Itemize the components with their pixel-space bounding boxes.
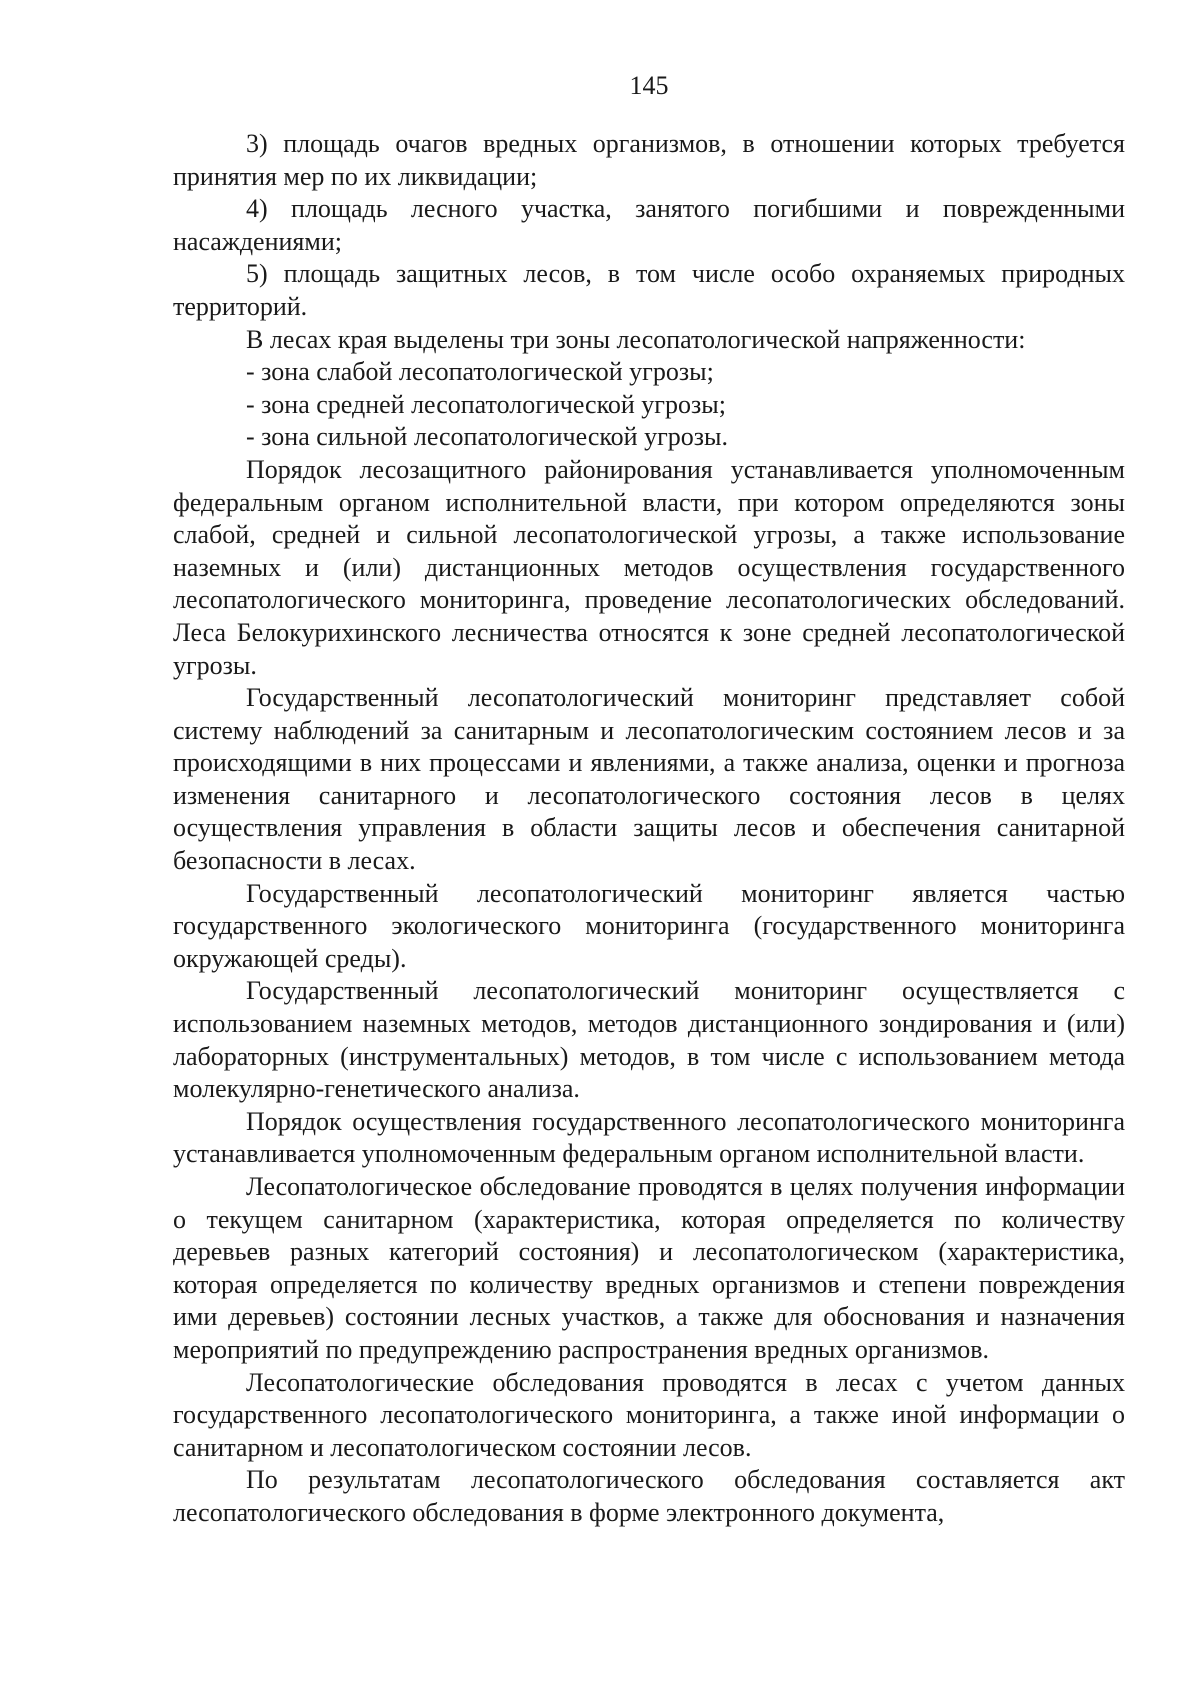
list-item-5: 5) площадь защитных лесов, в том числе особо охраняемых природных территорий. (173, 259, 1125, 321)
survey-act-paragraph: По результатам лесопатологического обследования составляется акт лесопатологического обследования в форме электронного документа, (173, 1465, 1125, 1527)
zoning-procedure-paragraph: Порядок лесозащитного районирования устанавливается уполномоченным федеральным органом исполнительной власти, при котором определяются зоны слабой, средней и сильной лесопатологической угрозы, а также использование наземных и (или) дистанционных методов осуществления государственного лесопатологического мониторинга, проведение лесопатологических обследований. Леса Белокурихинского лесничества относятся к зоне средней лесопатологической угрозы. (173, 454, 1125, 680)
zone-strong: - зона сильной лесопатологической угрозы. (246, 422, 728, 452)
list-item-3: 3) площадь очагов вредных организмов, в отношении которых требуется принятия мер по их ликвидации; (173, 129, 1125, 191)
survey-data-paragraph: Лесопатологические обследования проводятся в лесах с учетом данных государственного лесопатологического мониторинга, а также иной информации о санитарном и лесопатологическом состоянии лесов. (173, 1367, 1125, 1462)
page-number: 145 (629, 71, 669, 100)
zone-medium: - зона средней лесопатологической угрозы; (246, 389, 726, 419)
list-item-4: 4) площадь лесного участка, занятого погибшими и поврежденными насаждениями; (173, 194, 1125, 256)
monitoring-procedure-paragraph: Порядок осуществления государственного лесопатологического мониторинга устанавливается уполномоченным федеральным органом исполнительной власти. (173, 1106, 1125, 1169)
zone-weak: - зона слабой лесопатологической угрозы; (246, 357, 714, 387)
document-page (173, 70, 1125, 1530)
monitoring-definition-paragraph: Государственный лесопатологический мониторинг представляет собой систему наблюдений за санитарным и лесопатологическим состоянием лесов и за происходящими в них процессами и явлениями, а также анализа, оценки и прогноза изменения санитарного и лесопатологического состояния лесов в целях осуществления управления в области защиты лесов и обеспечения санитарной безопасности в лесах. (173, 683, 1125, 876)
monitoring-part-paragraph: Государственный лесопатологический мониторинг является частью государственного экологического мониторинга (государственного мониторинга окружающей среды). (173, 878, 1125, 973)
survey-purpose-paragraph: Лесопатологическое обследование проводятся в целях получения информации о текущем санитарном (характеристика, которая определяется по количеству деревьев разных категорий состояния) и лесопатологическом (характеристика, которая определяется по количеству вредных организмов и степени повреждения ими деревьев) состоянии лесных участков, а также для обоснования и назначения мероприятий по предупреждению распространения вредных организмов. (173, 1172, 1125, 1364)
monitoring-methods-paragraph: Государственный лесопатологический мониторинг осуществляется с использованием наземных методов, методов дистанционного зондирования и (или) лабораторных (инструментальных) методов, в том числе с использованием метода молекулярно-генетического анализа. (173, 976, 1125, 1104)
zones-intro: В лесах края выделены три зоны лесопатологической напряженности: (246, 324, 1026, 354)
